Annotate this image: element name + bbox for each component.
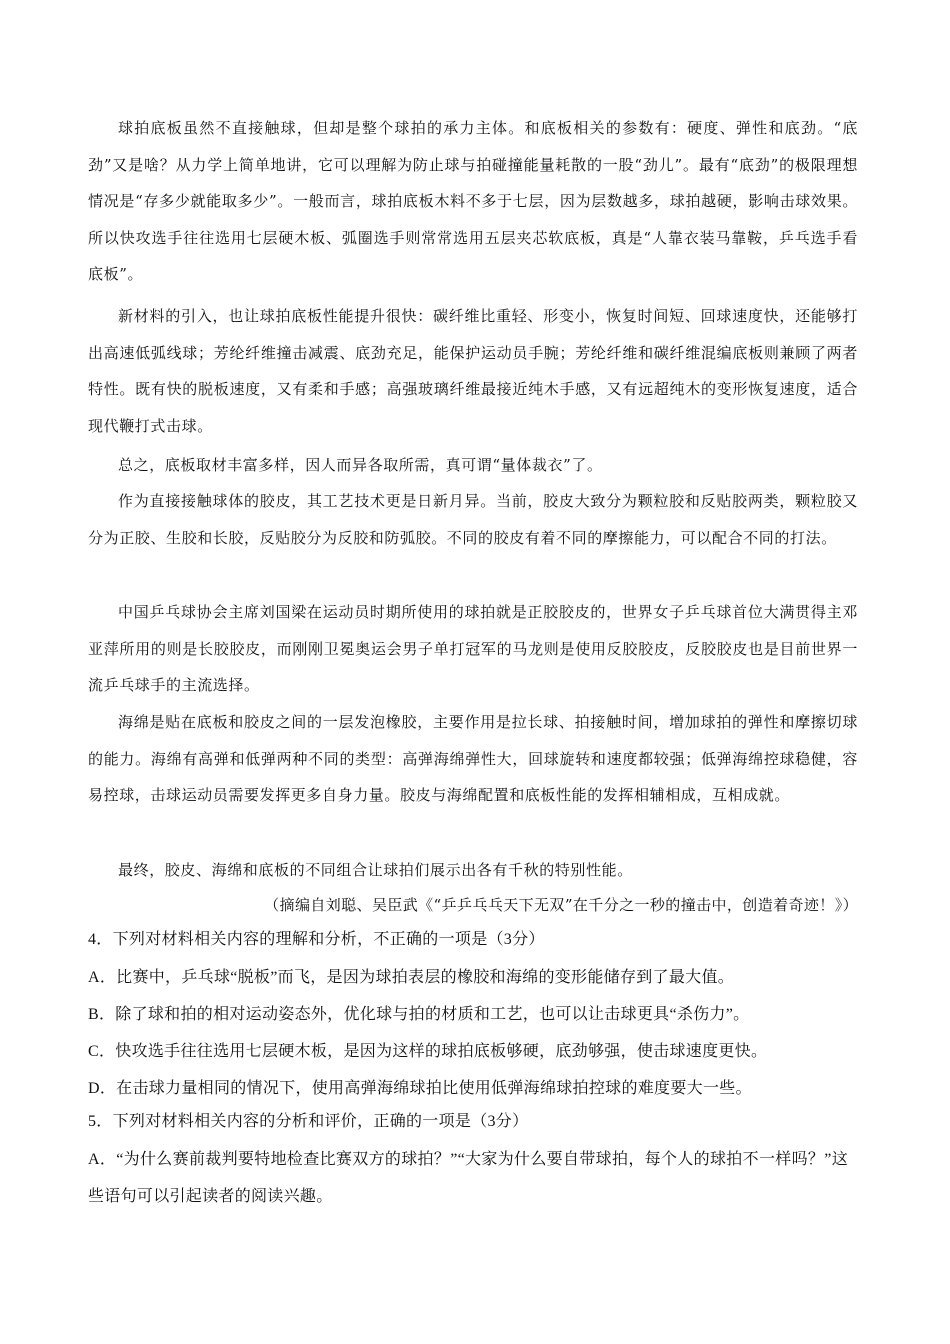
question-4-stem: 4．下列对材料相关内容的理解和分析，不正确的一项是（3分） xyxy=(88,931,545,948)
question-4-option-b: B．除了球和拍的相对运动姿态外，优化球与拍的材质和工艺，也可以让击球更具“杀伤力”。 xyxy=(88,1006,750,1023)
question-5-stem: 5．下列对材料相关内容的分析和评价，正确的一项是（3分） xyxy=(88,1113,529,1130)
article-source-citation: （摘编自刘聪、吴臣武《“乒乒乓乓天下无双”在千分之一秒的撞击中，创造着奇迹！》） xyxy=(264,896,858,914)
question-5-option-a: A．“为什么赛前裁判要特地检查比赛双方的球拍？”“大家为什么要自带球拍，每个人的球拍不一样吗？”这些语句可以引起读者的阅读兴趣。 xyxy=(88,1151,848,1205)
article-paragraph-sponge: 海绵是贴在底板和胶皮之间的一层发泡橡胶，主要作用是拉长球、拍接触时间，增加球拍的弹性和摩擦切球的能力。海绵有高弹和低弹两种不同的类型：高弹海绵弹性大，回球旋转和速度都较强；低弹海绵控球稳健，容易控球，击球运动员需要发挥更多自身力量。胶皮与海绵配置和底板性能的发挥相辅相成，互相成就。 xyxy=(88,713,858,804)
article-paragraph-base-plate: 球拍底板虽然不直接触球，但却是整个球拍的承力主体。和底板相关的参数有：硬度、弹性和底劲。“底劲”又是啥？从力学上简单地讲，它可以理解为防止球与拍碰撞能量耗散的一股“劲儿”。最有“底劲”的极限理想情况是“存多少就能取多少”。一般而言，球拍底板木料不多于七层，因为层数越多，球拍越硬，影响击球效果。所以快攻选手往往选用七层硬木板、弧圈选手则常常选用五层夹芯软底板，真是“人靠衣装马靠鞍，乒乓选手看底板”。 xyxy=(88,119,858,283)
question-4-option-d: D．在击球力量相同的情况下，使用高弹海绵球拍比使用低弹海绵球拍控球的难度要大一些。 xyxy=(88,1080,752,1097)
question-4-option-a: A．比赛中，乒乓球“脱板”而飞，是因为球拍表层的橡胶和海绵的变形能储存到了最大值。 xyxy=(88,969,735,986)
article-paragraph-players: 中国乒乓球协会主席刘国梁在运动员时期所使用的球拍就是正胶胶皮的，世界女子乒乓球首位大满贯得主邓亚萍所用的则是长胶胶皮，而刚刚卫冕奥运会男子单打冠军的马龙则是使用反胶胶皮，反胶胶皮也是目前世界一流乒乓球手的主流选择。 xyxy=(88,603,858,694)
article-paragraph-conclusion: 最终，胶皮、海绵和底板的不同组合让球拍们展示出各有千秋的特别性能。 xyxy=(118,861,633,879)
article-paragraph-rubber: 作为直接接触球体的胶皮，其工艺技术更是日新月异。当前，胶皮大致分为颗粒胶和反贴胶两类，颗粒胶又分为正胶、生胶和长胶，反贴胶分为反胶和防弧胶。不同的胶皮有着不同的摩擦能力，可以配合不同的打法。 xyxy=(88,492,858,547)
article-paragraph-new-materials: 新材料的引入，也让球拍底板性能提升很快：碳纤维比重轻、形变小，恢复时间短、回球速度快，还能够打出高速低弧线球；芳纶纤维撞击减震、底劲充足，能保护运动员手腕；芳纶纤维和碳纤维混编底板则兼顾了两者特性。既有快的脱板速度，又有柔和手感；高强玻璃纤维最接近纯木手感，又有远超纯木的变形恢复速度，适合现代鞭打式击球。 xyxy=(88,307,858,435)
question-4-option-c: C．快攻选手往往选用七层硬木板，是因为这样的球拍底板够硬，底劲够强，使击球速度更快。 xyxy=(88,1043,768,1060)
article-paragraph-summary: 总之，底板取材丰富多样，因人而异各取所需，真可谓“量体裁衣”了。 xyxy=(118,456,603,474)
